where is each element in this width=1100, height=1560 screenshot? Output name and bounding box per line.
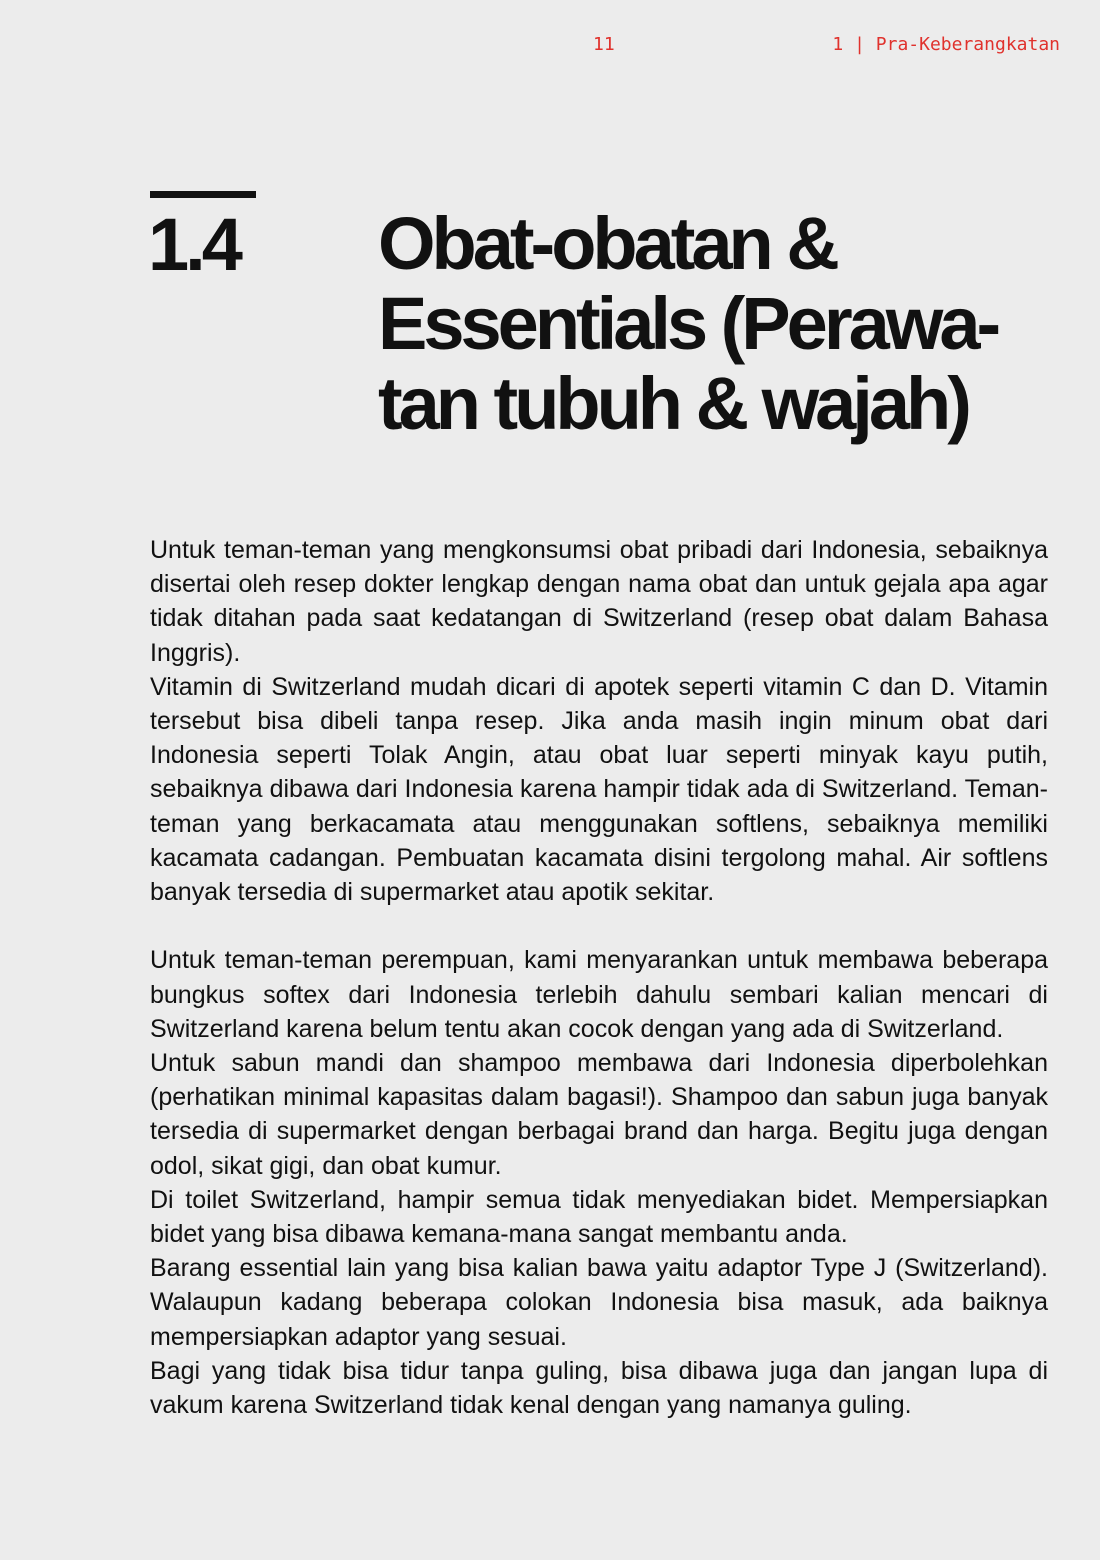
section-title-line: Obat-obatan &	[378, 202, 836, 285]
section-rule	[150, 191, 256, 198]
paragraph: Untuk teman-teman yang mengkonsumsi obat pribadi dari Indonesia, sebaiknya disertai oleh resep dokter lengkap dengan nama obat dan untuk gejala apa agar tidak ditahan pada saat kedatangan di Switzerland (resep obat dalam Bahasa Inggris).	[150, 536, 1048, 667]
paragraph: Di toilet Switzerland, hampir semua tidak menyediakan bidet. Mempersiapkan bidet yang bisa dibawa kemana-mana sangat membantu anda.	[150, 1185, 1048, 1249]
section-title-line: Essentials (Perawa-	[378, 282, 998, 365]
page-header	[0, 34, 1100, 58]
paragraph: Untuk sabun mandi dan shampoo membawa dari Indonesia diperbolehkan (perhatikan minimal kapasitas dalam bagasi!). Shampoo dan sabun juga banyak tersedia di supermarket dengan berbagai brand dan harga. Begitu juga dengan odol, sikat gigi, dan obat kumur.	[150, 1049, 1048, 1180]
paragraph: Untuk teman-teman perempuan, kami menyarankan untuk membawa beberapa bungkus softex dari Indonesia terlebih dahulu sembari kalian mencari di Switzerland karena belum tentu akan cocok dengan yang ada di Switzerland.	[150, 946, 1048, 1043]
section-title	[378, 204, 1068, 444]
section-title-line: tan tubuh & wajah)	[378, 362, 968, 445]
section-number: 1.4	[148, 203, 239, 286]
paragraph: Vitamin di Switzerland mudah dicari di apotek seperti vitamin C dan D. Vitamin tersebut bisa dibeli tanpa resep. Jika anda masih ingin minum obat dari Indonesia seperti Tolak Angin, atau obat luar seperti minyak kayu putih, sebaiknya dibawa dari Indonesia karena hampir tidak ada di Switzerland. Teman-teman yang berkacamata atau menggunakan softlens, sebaiknya memiliki kacamata cadangan. Pembuatan kacamata disini tergolong mahal. Air softlens banyak tersedia di supermarket atau apotik sekitar.	[150, 672, 1048, 907]
page-number: 11	[593, 34, 615, 55]
running-head: 1 | Pra-Keberangkatan	[832, 34, 1060, 55]
paragraph: Bagi yang tidak bisa tidur tanpa guling, bisa dibawa juga dan jangan lupa di vakum karena Switzerland tidak kenal dengan yang namanya guling.	[150, 1356, 1048, 1420]
paragraph: Barang essential lain yang bisa kalian bawa yaitu adaptor Type J (Switzerland). Walaupun kadang beberapa colokan Indonesia bisa masuk, ada baiknya mempersiapkan adaptor yang sesuai.	[150, 1254, 1048, 1351]
body-text	[150, 533, 1048, 1422]
